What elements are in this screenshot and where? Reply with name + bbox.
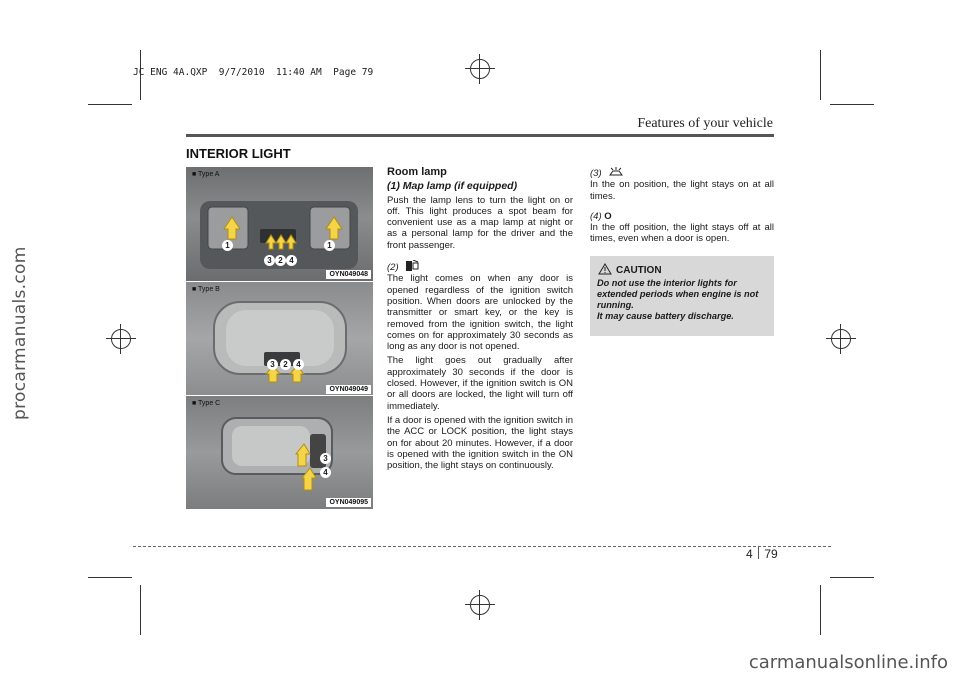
type-a-label: ■ Type A <box>192 171 220 178</box>
callout-1: 1 <box>222 235 233 253</box>
crop-mark <box>830 104 874 105</box>
registration-mark-icon <box>465 590 495 620</box>
header-rule <box>186 134 774 137</box>
callout-3: 3 <box>267 354 278 372</box>
item-4-text: In the off position, the light stays off at all times, even when a door is open. <box>590 222 774 245</box>
item-4-label: (4) O <box>590 210 612 222</box>
callout-3: 3 <box>320 448 331 466</box>
registration-mark-icon <box>106 324 136 354</box>
type-c-label: ■ Type C <box>192 400 221 407</box>
registration-mark-icon <box>465 54 495 84</box>
header-title: Features of your vehicle <box>637 116 773 131</box>
page-number: 4 79 <box>746 547 778 561</box>
warning-triangle-icon <box>598 263 612 275</box>
crop-mark <box>820 585 821 635</box>
callout-3: 3 <box>264 250 275 268</box>
registration-mark-icon <box>826 324 856 354</box>
room-lamp-column <box>387 167 573 474</box>
caution-box <box>590 256 774 336</box>
crop-mark <box>88 104 132 105</box>
item-2-label: (2) <box>387 260 573 273</box>
item-3-text: In the on position, the light stays on at all times. <box>590 179 774 202</box>
photo-type-a <box>186 167 373 281</box>
room-lamp-illustration <box>186 282 373 396</box>
photo-type-c <box>186 395 373 509</box>
caution-body <box>597 278 769 322</box>
image-code: OYN049095 <box>326 498 371 507</box>
item-2-para2: The light goes out gradually after approximately 30 seconds if the door is closed. However, if the ignition switch is ON or all doors are locked, the light will turn off immediately. <box>387 355 573 412</box>
item-3-label: (3) <box>590 167 774 179</box>
door-lamp-icon <box>405 260 419 272</box>
crop-mark <box>140 585 141 635</box>
on-off-column <box>590 167 774 248</box>
callout-4: 4 <box>320 462 331 480</box>
item-2-para3: If a door is opened with the ignition switch in the ACC or LOCK position, the light stays on for about 20 minutes. However, if a door is opened with the ignition switch in the ON position, the light stays on continuously. <box>387 414 573 472</box>
lamp-on-icon <box>608 167 624 177</box>
caution-line-1: Do not use the interior lights for extended periods when engine is not running. <box>597 278 759 310</box>
watermark-bottom[interactable]: carmanualsonline.info <box>748 652 948 673</box>
section-title: INTERIOR LIGHT <box>186 146 291 161</box>
type-b-label: ■ Type B <box>192 286 220 293</box>
callout-1: 1 <box>324 235 335 253</box>
watermark-left[interactable]: procarmanuals.com <box>10 246 30 420</box>
room-lamp-c-illustration <box>186 396 373 509</box>
footer-rule <box>133 546 831 547</box>
crop-mark <box>820 50 821 100</box>
map-lamp-heading: (1) Map lamp (if equipped) <box>387 180 518 193</box>
callout-2: 2 <box>280 354 291 372</box>
callout-4: 4 <box>286 250 297 268</box>
caution-line-2: It may cause battery discharge. <box>597 311 734 321</box>
image-code: OYN049048 <box>326 270 371 279</box>
image-code: OYN049049 <box>326 385 371 394</box>
map-lamp-text: Push the lamp lens to turn the light on or off. This light produces a spot beam for convenient use as a map lamp at night or as a personal lamp for the driver and the front passenger. <box>387 194 573 251</box>
callout-4: 4 <box>293 354 304 372</box>
crop-mark <box>88 577 132 578</box>
item-2-para1: The light comes on when any door is opened regardless of the ignition switch position. When doors are unlocked by the transmitter or smart key, or the key is removed from the ignition switch, the light comes on for approximately 30 seconds as long as any door is not opened. <box>387 273 573 353</box>
caution-title: CAUTION <box>616 265 662 276</box>
print-slug: JC ENG 4A.QXP 9/7/2010 11:40 AM Page 79 <box>133 67 374 78</box>
room-lamp-heading: Room lamp <box>387 166 447 178</box>
callout-2: 2 <box>275 250 286 268</box>
crop-mark <box>830 577 874 578</box>
photo-type-b <box>186 281 373 396</box>
